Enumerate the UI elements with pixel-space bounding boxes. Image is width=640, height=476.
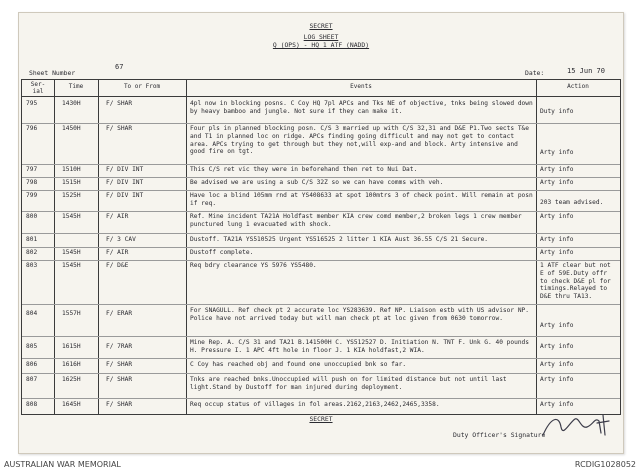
log-sheet xyxy=(18,12,624,454)
serial-cell: 800 xyxy=(26,213,38,220)
action-cell: Arty info xyxy=(540,361,574,368)
serial-cell: 805 xyxy=(26,343,38,350)
time-cell: 1557H xyxy=(62,310,81,317)
serial-cell: 806 xyxy=(26,361,38,368)
col-events-header: Events xyxy=(350,83,372,90)
action-cell: Arty info xyxy=(540,322,574,329)
tofrom-cell: F/ SHAR xyxy=(106,361,133,368)
serial-cell: 808 xyxy=(26,401,38,408)
time-cell: 1545H xyxy=(62,213,81,220)
serial-cell: 802 xyxy=(26,249,38,256)
serial-cell: 795 xyxy=(26,100,38,107)
action-cell: Arty info xyxy=(540,401,574,408)
action-cell: 203 team advised. xyxy=(540,199,604,206)
time-cell: 1616H xyxy=(62,361,81,368)
action-cell: Arty info xyxy=(540,149,574,156)
log-title: LOG SHEET xyxy=(303,33,339,41)
serial-cell: 798 xyxy=(26,179,38,186)
serial-cell: 801 xyxy=(26,236,38,243)
classification-bottom: SECRET xyxy=(309,415,333,423)
time-cell: 1430H xyxy=(62,100,81,107)
event-cell: Four pls in planned blocking posn. C/S 3 married up with C/S 32,31 and D&E P1.Two sects T&e and T1 in planned loc on ridge. APCs finding going difficult and may not get to contact area. APCs trying to get through but they not,will exp-and and block. Arty intensive and good fire on tgt. xyxy=(190,125,529,156)
sheet-number-label: Sheet Number xyxy=(29,69,76,77)
col-serial-header: Ser- ial xyxy=(30,81,46,95)
tofrom-cell: F/ ERAR xyxy=(106,310,133,317)
time-cell: 1645H xyxy=(62,401,81,408)
action-cell: Arty info xyxy=(540,213,574,220)
tofrom-cell: F/ DIV INT xyxy=(106,166,144,173)
tofrom-cell: F/ DIV INT xyxy=(106,192,144,199)
action-cell: Arty info xyxy=(540,376,574,383)
sheet-number-value: 67 xyxy=(115,63,124,71)
tofrom-cell: F/ SHAR xyxy=(106,376,133,383)
event-cell: Dustoff complete. xyxy=(190,249,254,256)
serial-cell: 803 xyxy=(26,262,38,269)
date-label: Date: xyxy=(525,69,545,77)
event-cell: C Coy has reached obj and found one unoccupied bnk so far. xyxy=(190,361,407,368)
tofrom-cell: F/ SHAR xyxy=(106,401,133,408)
tofrom-cell: F/ 3 CAV xyxy=(106,236,136,243)
date-value: 15 Jun 70 xyxy=(567,67,605,75)
event-cell: 4pl now in blocking posns. C Coy HQ 7pl APCs and Tks NE of objective, tnks being slowed down by heavy bamboo and jungle. Not sure if they can make it. xyxy=(190,100,533,115)
action-cell: Arty info xyxy=(540,343,574,350)
event-cell: This C/S ret vic they were in beforehand then ret to Nui Dat. xyxy=(190,166,418,173)
serial-cell: 804 xyxy=(26,310,38,317)
event-cell: Dustoff. TA21A YS510525 Urgent YS516525 2 litter 1 KIA Aust 36.55 C/S 21 Secure. xyxy=(190,236,489,243)
event-cell: Req occup status of villages in fol areas.2162,2163,2462,2465,3358. xyxy=(190,401,440,408)
serial-cell: 797 xyxy=(26,166,38,173)
event-cell: Tnks are reached bnks.Unoccupied will push on for limited distance but not until last light.Stand by Dustoff for man injured during deployment. xyxy=(190,376,507,391)
col-tofrom-header: To or From xyxy=(123,83,161,90)
action-cell: Arty info xyxy=(540,166,574,173)
action-cell: 1 ATF clear but not E of 59E.Duty offr to check D&E pl for timings.Relayed to D&E thru TA13. xyxy=(540,262,611,301)
time-cell: 1515H xyxy=(62,179,81,186)
classification-top: SECRET xyxy=(309,22,333,30)
event-cell: Req bdry clearance YS 5976 YS5480. xyxy=(190,262,317,269)
serial-cell: 807 xyxy=(26,376,38,383)
tofrom-cell: F/ D&E xyxy=(106,262,129,269)
time-cell: 1545H xyxy=(62,262,81,269)
time-cell: 1510H xyxy=(62,166,81,173)
action-cell: Duty info xyxy=(540,108,574,115)
action-cell: Arty info xyxy=(540,179,574,186)
time-cell: 1615H xyxy=(62,343,81,350)
action-cell: Arty info xyxy=(540,249,574,256)
time-cell: 1545H xyxy=(62,249,81,256)
event-cell: Mine Rep. A. C/S 31 and TA21 B.141500H C. YS512527 D. Initiation N. TNT F. Unk G. 40 pounds H. Pressure I. 1 APC 4ft hole in floor J. 1 KIA holdfast,2 WIA. xyxy=(190,339,529,354)
serial-cell: 796 xyxy=(26,125,38,132)
event-cell: Have loc a blind 105mm rnd at YS408633 at spot 100mtrs 3 of check point. Will remain at posn if req. xyxy=(190,192,533,207)
tofrom-cell: F/ SHAR xyxy=(106,125,133,132)
tofrom-cell: F/ DIV INT xyxy=(106,179,144,186)
archive-footer xyxy=(0,460,640,472)
action-cell: Arty info xyxy=(540,236,574,243)
col-time-header: Time xyxy=(68,83,84,90)
tofrom-cell: F/ 7RAR xyxy=(106,343,133,350)
time-cell: 1625H xyxy=(62,376,81,383)
archive-source: AUSTRALIAN WAR MEMORIAL xyxy=(4,460,121,469)
time-cell: 1450H xyxy=(62,125,81,132)
archive-id: RCDIG1028052 xyxy=(574,460,636,469)
signature-label: Duty Officer's Signature xyxy=(453,431,546,439)
tofrom-cell: F/ AIR xyxy=(106,213,129,220)
event-cell: Be advised we are using a sub C/S 32Z so we can have comms with veh. xyxy=(190,179,444,186)
officer-signature xyxy=(539,409,619,443)
event-cell: Ref. Mine incident TA21A Holdfast member KIA crew comd member,2 broken legs 1 crew member punctured lung 1 evacuated with shock. xyxy=(190,213,522,228)
unit-heading: Q (OPS) - HQ 1 ATF (NADD) xyxy=(272,41,370,49)
time-cell: 1525H xyxy=(62,192,81,199)
serial-cell: 799 xyxy=(26,192,38,199)
col-action-header: Action xyxy=(567,83,589,90)
tofrom-cell: F/ AIR xyxy=(106,249,129,256)
tofrom-cell: F/ SHAR xyxy=(106,100,133,107)
log-table xyxy=(21,79,621,415)
event-cell: For SNAGULL. Ref check pt 2 accurate loc YS283639. Ref NP. Liaison estb with US advisor NP. Police have not arrived today but will man check pt at loc given from 0630 tomorrow. xyxy=(190,307,529,322)
